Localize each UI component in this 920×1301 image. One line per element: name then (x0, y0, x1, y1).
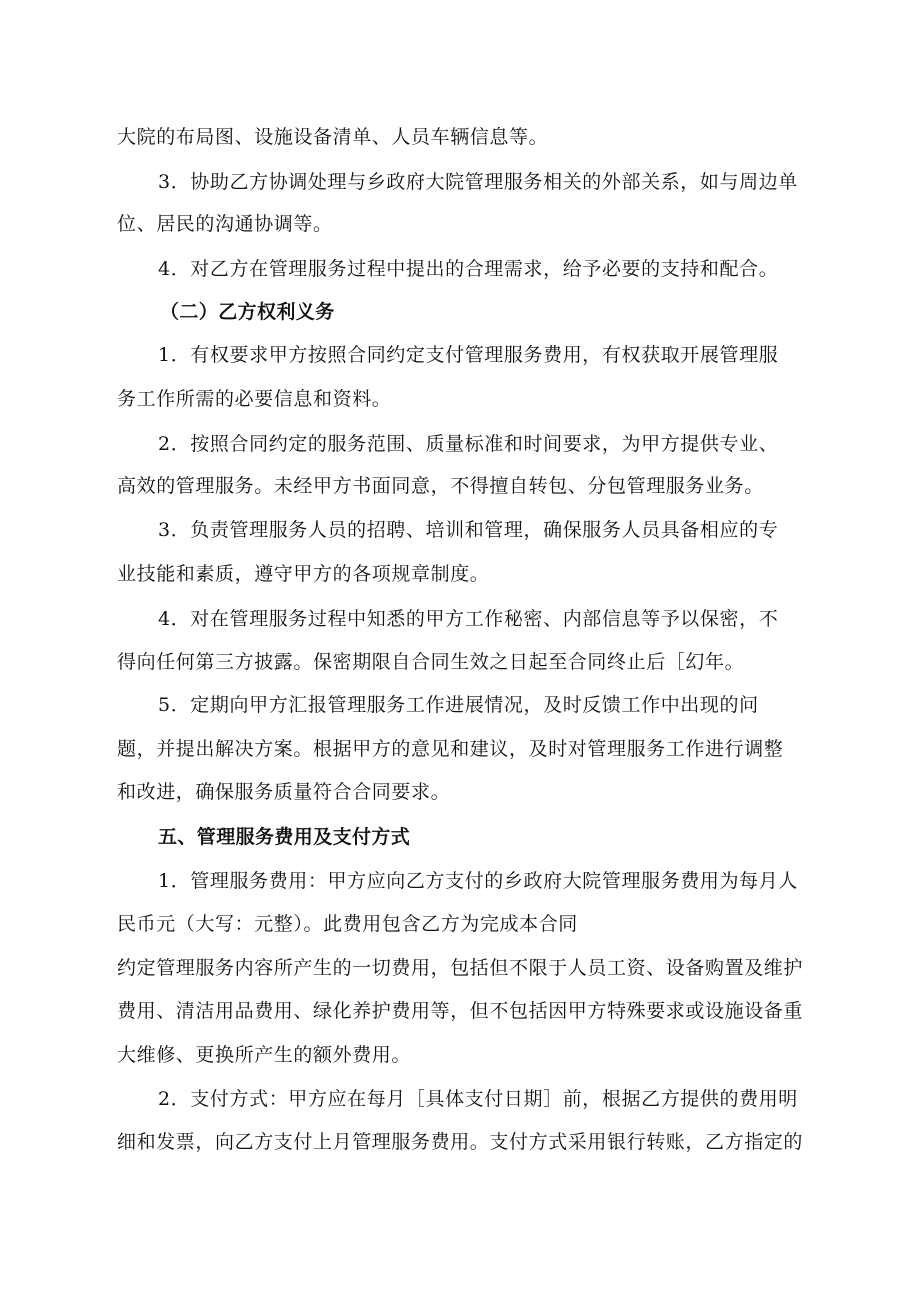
section-heading: （二）乙方权利义务 (160, 301, 335, 323)
text-line: 5．定期向甲方汇报管理服务工作进展情况，及时反馈工作中出现的问 (158, 694, 759, 716)
text-line: 4．对乙方在管理服务过程中提出的合理需求，给予必要的支持和配合。 (158, 258, 779, 280)
text-line: 费用、清洁用品费用、绿化养护费用等，但不包括因甲方特殊要求或设施设备重 (117, 1000, 804, 1022)
text-line: 高效的管理服务。未经甲方书面同意，不得擅自转包、分包管理服务业务。 (117, 475, 764, 497)
text-line: 业技能和素质，遵守甲方的各项规章制度。 (117, 563, 490, 585)
text-line: 1．管理服务费用：甲方应向乙方支付的乡政府大院管理服务费用为每月人 (158, 870, 798, 892)
text-line: 细和发票，向乙方支付上月管理服务费用。支付方式采用银行转账，乙方指定的 (117, 1131, 804, 1153)
text-line: 题，并提出解决方案。根据甲方的意见和建议，及时对管理服务工作进行调整 (117, 738, 784, 760)
text-line: 4．对在管理服务过程中知悉的甲方工作秘密、内部信息等予以保密，不 (158, 608, 779, 630)
text-line: 务工作所需的必要信息和资料。 (117, 388, 392, 410)
text-line: 约定管理服务内容所产生的一切费用，包括但不限于人员工资、设备购置及维护 (117, 957, 804, 979)
section-heading: 五、管理服务费用及支付方式 (158, 826, 411, 848)
text-line: 和改进，确保服务质量符合合同要求。 (117, 781, 451, 803)
text-line: 民币元（大写：元整）。此费用包含乙方为完成本合同 (117, 913, 578, 935)
text-line: 2．按照合同约定的服务范围、质量标准和时间要求，为甲方提供专业、 (158, 433, 779, 455)
text-line: 3．负责管理服务人员的招聘、培训和管理，确保服务人员具备相应的专 (158, 519, 779, 541)
text-line: 1．有权要求甲方按照合同约定支付管理服务费用，有权获取开展管理服 (158, 344, 779, 366)
text-line: 2．支付方式：甲方应在每月［具体支付日期］前，根据乙方提供的费用明 (158, 1088, 798, 1110)
text-line: 位、居民的沟通协调等。 (117, 213, 333, 235)
text-line: 3．协助乙方协调处理与乡政府大院管理服务相关的外部关系，如与周边单 (158, 171, 798, 193)
text-line: 得向任何第三方披露。保密期限自合同生效之日起至合同终止后［幻年。 (117, 651, 745, 673)
text-line: 大维修、更换所产生的额外费用。 (117, 1044, 412, 1066)
text-line: 大院的布局图、设施设备清单、人员车辆信息等。 (117, 126, 549, 148)
